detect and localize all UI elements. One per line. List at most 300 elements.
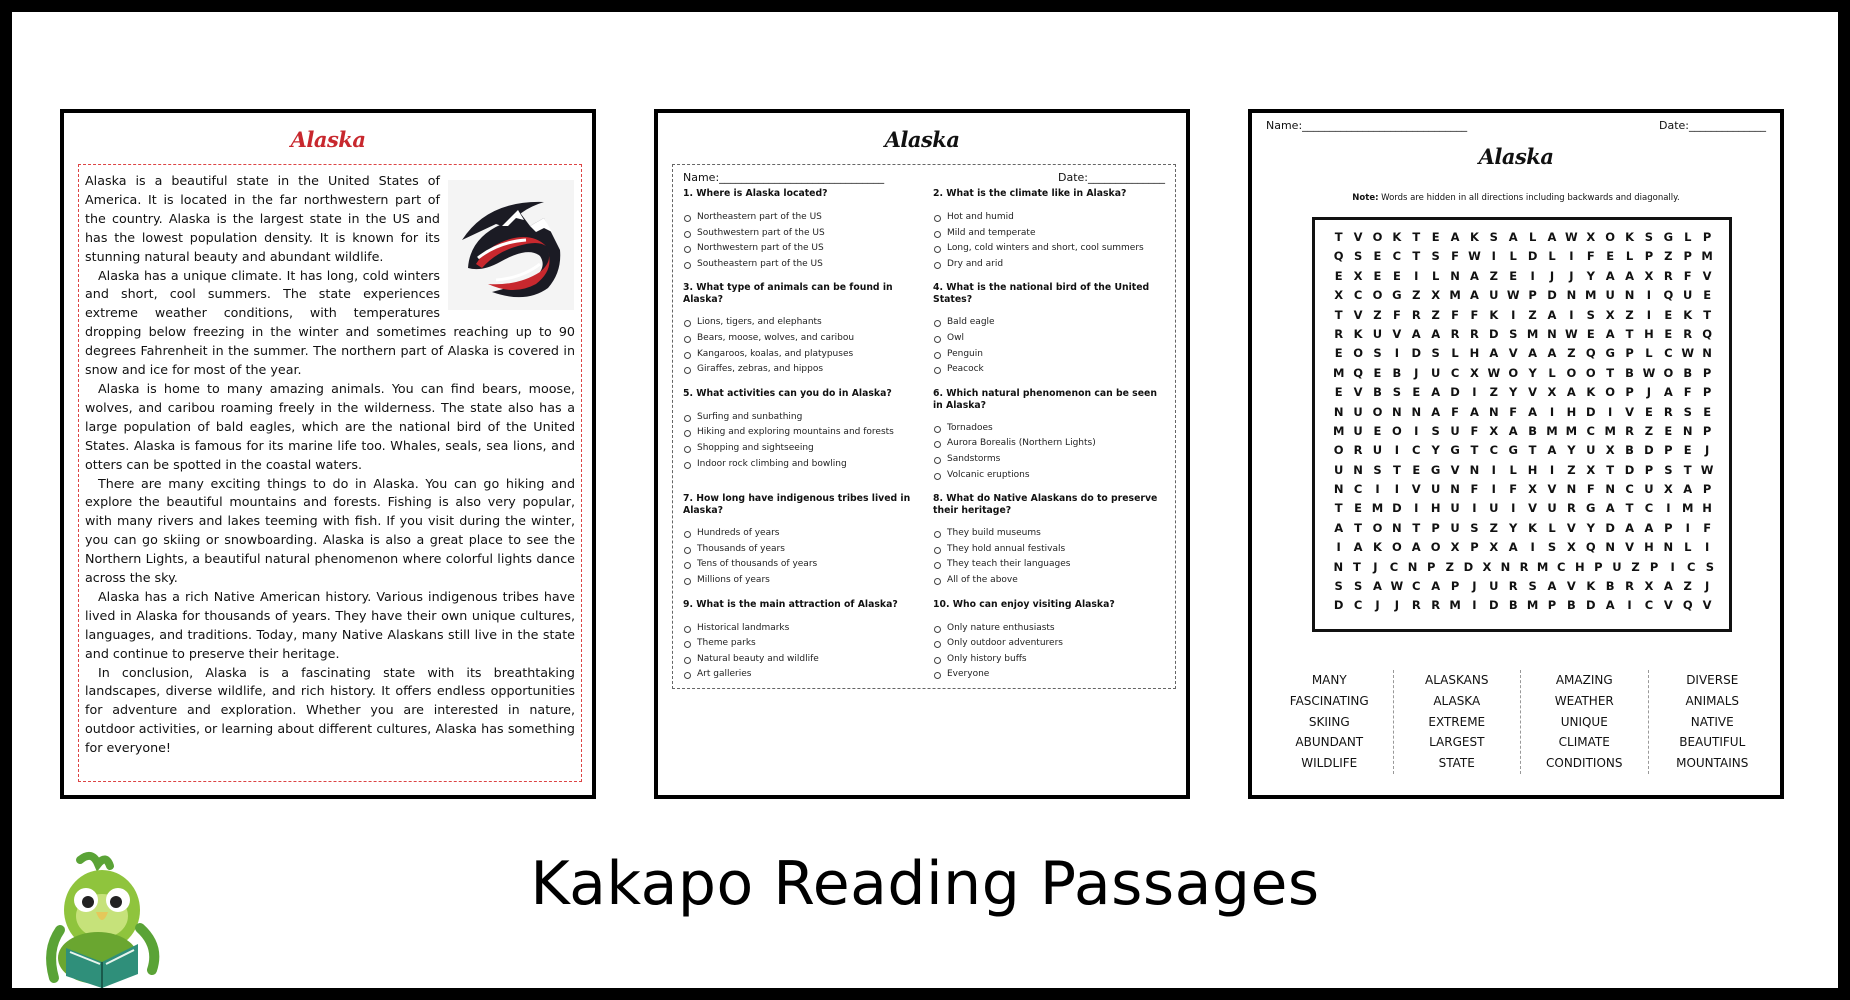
date-field: Date:______________ [1659,119,1766,132]
wordsearch-note: Note: Words are hidden in all directions including backwards and diagonally. [1352,193,1680,203]
answer-option[interactable]: Giraffes, zebras, and hippos [683,362,915,378]
grid-letter: U [1353,423,1363,438]
grid-letter: X [1566,540,1576,555]
grid-letter: N [1566,288,1577,303]
answer-option[interactable]: Only history buffs [933,652,1165,668]
passage-paragraph: Alaska is a beautiful state in the United States of America. It is located in the far northwestern part of the country. Alaska is the largest state in the US and has the lowest population density. It is known for its stunning natural beauty and abundant wildlife. [85,173,440,264]
passage-paragraph: There are many exciting things to do in Alaska. You can go hiking and explore the beautiful mountains and forests. Fishing is also very popular, with many rivers and lakes teeming with fish. If you visit during the winter, you can go skiing or snowboarding. Alaska is also a great place to see the Northern Lights, a beautiful natural phenomenon where colorful lights dance across the sky. [85,475,575,586]
grid-letter: K [1528,520,1538,535]
answer-option[interactable]: Indoor rock climbing and bowling [683,457,915,473]
grid-letter: A [1605,501,1615,516]
grid-letter: E [1334,346,1343,361]
question-text: 2. What is the climate like in Alaska? [933,188,1127,199]
grid-letter: S [1470,520,1479,535]
grid-letter: X [1644,268,1654,283]
grid-letter: H [1566,404,1577,419]
grid-letter: U [1372,326,1383,341]
grid-letter: P [1547,598,1557,613]
grid-letter: Z [1431,307,1440,322]
grid-letter: V [1547,482,1557,497]
grid-letter: D [1586,404,1596,419]
grid-letter: X [1334,288,1344,303]
grid-letter: C [1450,365,1460,380]
grid-row [1329,286,1719,305]
grid-letter: M [1332,423,1345,438]
grid-letter: R [1353,443,1363,458]
answer-option[interactable]: Art galleries [683,667,915,683]
grid-letter: M [1682,501,1694,516]
grid-letter: A [1469,288,1479,303]
date-field: Date:______________ [1058,171,1165,184]
grid-letter: B [1625,365,1634,380]
grid-letter: I [1511,307,1516,322]
letter-grid [1312,217,1732,632]
grid-letter: A [1605,268,1615,283]
word-bank-word: DIVERSE [1686,673,1739,687]
grid-letter: O [1372,520,1383,535]
grid-row [1329,364,1719,383]
question-text: 4. What is the national bird of the United States? [933,282,1150,306]
grid-letter: K [1625,230,1635,244]
grid-letter: C [1353,598,1363,613]
grid-row [1329,596,1719,615]
grid-letter: U [1489,501,1499,516]
grid-letter: H [1644,326,1654,341]
grid-letter: O [1605,385,1616,400]
grid-letter: E [1373,365,1382,380]
grid-letter: A [1450,230,1460,244]
grid-letter: H [1430,501,1441,516]
answer-option[interactable]: Millions of years [683,573,915,589]
grid-letter: J [1704,443,1710,458]
grid-letter: S [1489,230,1498,244]
grid-letter: M [1526,326,1539,341]
grid-letter: G [1586,501,1596,516]
grid-letter: A [1431,579,1441,594]
grid-letter: L [1528,230,1537,244]
grid-letter: C [1389,559,1399,574]
grid-letter: T [1528,443,1537,458]
grid-letter: T [1412,230,1421,244]
grid-letter: X [1644,579,1654,594]
grid-row [1329,461,1719,480]
answer-option[interactable]: Southeastern part of the US [683,257,915,273]
grid-letter: Z [1528,307,1537,322]
answer-option[interactable]: Thousands of years [683,542,915,558]
grid-letter: A [1625,520,1634,535]
answer-option[interactable]: Shopping and sightseeing [683,441,915,457]
grid-letter: N [1392,404,1402,419]
grid-letter: X [1586,462,1596,477]
answer-option[interactable]: Northeastern part of the US [683,210,915,226]
grid-letter: N [1333,404,1344,419]
grid-letter: Y [1431,443,1440,458]
grid-letter: Y [1586,520,1595,535]
grid-row [1329,538,1719,557]
word-bank-column [1521,670,1649,774]
grid-letter: U [1683,288,1693,303]
grid-letter: R [1411,307,1421,322]
grid-letter: E [1354,501,1363,516]
grid-letter: D [1527,249,1538,264]
grid-letter: Z [1631,559,1640,574]
grid-letter: F [1451,404,1459,419]
grid-letter: V [1625,540,1634,555]
grid-letter: H [1574,559,1585,574]
grid-letter: A [1411,540,1421,555]
grid-letter: N [1605,540,1615,555]
grid-letter: A [1353,540,1363,555]
grid-letter: I [1414,501,1419,516]
answer-option[interactable]: Hundreds of years [683,526,915,542]
grid-letter: N [1407,559,1418,574]
answer-option[interactable]: Long, cold winters and short, cool summers [933,241,1165,257]
grid-letter: V [1450,462,1460,477]
grid-letter: S [1431,249,1440,264]
canvas [12,12,1838,988]
grid-letter: U [1605,288,1615,303]
grid-letter: I [1666,501,1671,516]
grid-letter: O [1391,540,1402,555]
grid-letter: B [1508,598,1518,613]
answer-option[interactable]: Bald eagle [933,315,1165,331]
grid-letter: M [1565,423,1578,438]
grid-letter: C [1664,346,1673,361]
word-bank-column [1649,670,1777,774]
grid-letter: D [1463,559,1474,574]
grid-letter: L [1548,520,1556,535]
grid-letter: C [1625,482,1634,497]
grid-letter: V [1702,598,1712,613]
answer-option[interactable]: Northwestern part of the US [683,241,915,257]
grid-letter: Z [1489,520,1498,535]
grid-letter: H [1644,540,1654,555]
grid-letter: A [1469,268,1479,283]
grid-letter: N [1500,559,1511,574]
answer-option[interactable]: Hiking and exploring mountains and forests [683,425,915,441]
grid-letter: A [1683,482,1693,497]
grid-letter: P [1702,230,1712,244]
grid-letter: U [1489,288,1499,303]
name-date-row [1266,119,1766,132]
answer-option[interactable]: They build museums [933,526,1165,542]
grid-letter: A [1431,326,1441,341]
grid-letter: Y [1528,365,1537,380]
grid-letter: F [1470,423,1479,438]
grid-letter: P [1625,346,1634,361]
grid-letter: V [1353,230,1363,244]
word-bank-word: EXTREME [1428,714,1486,729]
answer-option[interactable]: Mild and temperate [933,226,1165,242]
grid-letter: N [1547,326,1557,341]
grid-letter: I [1336,540,1341,555]
grid-letter: O [1372,288,1383,303]
grid-letter: W [1487,365,1501,380]
answer-option[interactable]: Lions, tigers, and elephants [683,315,915,331]
grid-letter: R [1625,579,1634,594]
answer-option[interactable]: Historical landmarks [683,621,915,637]
grid-letter: Z [1412,288,1421,303]
grid-letter: L [1684,540,1692,555]
answer-option[interactable]: Tens of thousands of years [683,557,915,573]
grid-letter: Z [1373,307,1382,322]
grid-letter: X [1663,482,1673,497]
grid-letter: B [1625,443,1634,458]
grid-letter: E [1412,385,1421,400]
grid-letter: U [1450,520,1460,535]
grid-row [1329,441,1719,460]
grid-letter: J [1373,559,1378,574]
passage-title: Alaska [290,127,366,152]
grid-letter: L [1451,346,1459,361]
grid-letter: N [1450,268,1460,283]
grid-letter: R [1508,579,1518,594]
grid-letter: R [1625,423,1634,438]
word-bank-word: LARGEST [1429,735,1485,750]
grid-letter: A [1431,404,1441,419]
grid-letter: C [1392,249,1402,264]
grid-letter: R [1683,326,1693,341]
grid-letter: D [1489,326,1499,341]
grid-letter: C [1412,579,1421,594]
grid-letter: X [1547,385,1557,400]
grid-letter: S [1644,230,1654,244]
grid-letter: M [1546,423,1558,438]
answer-option[interactable]: Peacock [933,362,1165,378]
grid-letter: E [1373,249,1382,264]
grid-letter: I [1491,462,1496,477]
answer-option[interactable]: Natural beauty and wildlife [683,652,915,668]
grid-letter: I [1472,385,1477,400]
grid-letter: I [1511,501,1516,516]
grid-letter: A [1528,346,1538,361]
grid-letter: P [1683,249,1692,264]
answer-option[interactable]: Penguin [933,347,1165,363]
grid-letter: S [1586,307,1595,322]
grid-letter: J [1646,385,1652,400]
answer-option[interactable]: They teach their languages [933,557,1165,573]
grid-letter: F [1451,249,1459,264]
grid-letter: I [1549,462,1555,477]
grid-letter: R [1470,326,1479,341]
grid-letter: Q [1682,598,1693,613]
grid-letter: C [1353,288,1363,303]
word-bank-word: ALASKA [1433,693,1481,708]
answer-option[interactable]: Bears, moose, wolves, and caribou [683,331,915,347]
question [933,188,1165,272]
grid-letter: O [1353,346,1363,361]
grid-letter: Q [1353,365,1363,380]
grid-letter: V [1663,598,1673,613]
grid-letter: X [1586,230,1596,244]
grid-letter: K [1469,230,1479,244]
grid-letter: E [1334,385,1343,400]
word-bank-word: UNIQUE [1560,714,1608,729]
answer-option[interactable]: Only nature enthusiasts [933,621,1165,637]
quiz-sheet [654,109,1190,799]
answer-option[interactable]: Everyone [933,667,1165,683]
grid-letter: P [1450,579,1460,594]
grid-letter: O [1585,365,1596,380]
grid-letter: U [1430,365,1441,380]
answer-option[interactable]: Only outdoor adventurers [933,636,1165,652]
grid-letter: J [1414,365,1419,380]
question-text: 5. What activities can you do in Alaska? [683,387,892,399]
question [683,599,915,683]
grid-letter: E [1664,307,1673,322]
grid-letter: Z [1683,579,1692,594]
answer-option[interactable]: Tornadoes [933,421,1165,437]
grid-letter: P [1664,443,1673,458]
grid-letter: S [1353,249,1363,264]
word-bank-word: FASCINATING [1289,693,1369,708]
grid-letter: F [1392,307,1401,322]
grid-letter: Q [1585,540,1596,555]
grid-letter: N [1702,346,1712,361]
answer-option[interactable]: Aurora Borealis (Northern Lights) [933,436,1165,452]
grid-letter: P [1594,559,1603,574]
grid-letter: E [1664,326,1673,341]
grid-letter: D [1605,520,1615,535]
grid-row [1329,403,1719,422]
grid-letter: S [1334,579,1343,594]
grid-letter: N [1333,559,1344,574]
grid-letter: G [1450,443,1460,458]
grid-letter: N [1450,482,1460,497]
grid-letter: T [1354,520,1363,535]
word-bank-word: NATIVE [1690,714,1734,729]
grid-letter: C [1353,482,1363,497]
grid-letter: P [1625,385,1634,400]
grid-letter: B [1683,365,1693,380]
grid-letter: I [1704,540,1710,555]
grid-letter: F [1509,404,1518,419]
grid-letter: P [1702,423,1712,438]
grid-letter: U [1489,579,1499,594]
grid-letter: K [1373,540,1382,555]
grid-letter: G [1430,462,1441,477]
grid-row [1329,519,1719,538]
grid-letter: G [1508,443,1518,458]
answer-option[interactable]: Surfing and sunbathing [683,410,915,426]
grid-letter: X [1528,482,1538,497]
grid-letter: I [1491,249,1496,264]
grid-letter: U [1372,443,1383,458]
grid-letter: E [1703,404,1712,419]
grid-letter: P [1644,249,1654,264]
grid-letter: I [1646,288,1652,303]
grid-letter: L [1509,462,1517,477]
grid-letter: I [1375,482,1380,497]
grid-letter: O [1372,230,1383,244]
passage-paragraph: In conclusion, Alaska is a fascinating state with its breathtaking landscapes, diverse wildlife, and rich history. It offers endless opportunities for adventure and exploration. Whether you are interested in nature, outdoor activities, or learning about different cultures, Alaska has something for everyone! [85,664,575,756]
word-bank-word: ALASKANS [1425,673,1489,687]
question [683,388,915,483]
word-bank-word: WILDLIFE [1301,756,1358,771]
grid-letter: A [1469,404,1479,419]
grid-letter: M [1604,423,1616,438]
grid-letter: E [1373,268,1382,283]
grid-letter: I [1569,307,1574,322]
name-date-row [683,171,1165,184]
grid-letter: B [1373,385,1382,400]
grid-letter: W [1565,230,1578,244]
grid-letter: E [1392,268,1401,283]
grid-row [1329,558,1719,577]
word-bank-word: AMAZING [1555,673,1613,687]
grid-letter: Z [1445,559,1454,574]
grid-letter: Q [1702,326,1712,341]
answer-option[interactable]: Hot and humid [933,210,1165,226]
word-bank-word: BEAUTIFUL [1679,735,1746,750]
grid-letter: O [1508,365,1519,380]
passage-text [78,164,582,782]
answer-option[interactable]: Theme parks [683,636,915,652]
grid-letter: N [1392,520,1402,535]
grid-letter: P [1528,288,1537,303]
grid-letter: I [1530,540,1535,555]
grid-letter: A [1566,385,1576,400]
grid-row [1329,422,1719,441]
answer-option[interactable]: Sandstorms [933,452,1165,468]
wordsearch-title: Alaska [1478,144,1554,169]
grid-letter: I [1608,404,1613,419]
grid-letter: V [1353,307,1363,322]
grid-letter: V [1508,346,1518,361]
grid-letter: N [1411,404,1422,419]
grid-letter: T [1412,249,1421,264]
grid-letter: Z [1567,346,1576,361]
answer-option[interactable]: Southwestern part of the US [683,226,915,242]
grid-letter: U [1450,501,1460,516]
grid-letter: N [1682,423,1693,438]
grid-letter: J [1394,598,1399,613]
grid-letter: E [1683,443,1692,458]
grid-letter: E [1703,288,1712,303]
answer-option[interactable]: They hold annual festivals [933,542,1165,558]
grid-letter: H [1702,501,1712,516]
grid-letter: X [1450,540,1460,555]
answer-option[interactable]: Owl [933,331,1165,347]
grid-letter: U [1430,482,1441,497]
grid-letter: M [1585,288,1597,303]
grid-letter: I [1414,423,1419,438]
grid-letter: A [1547,346,1557,361]
grid-letter: K [1683,307,1693,322]
question-text: 6. Which natural phenomenon can be seen in Alaska? [933,387,1157,411]
answer-option[interactable]: Dry and arid [933,257,1165,273]
question [933,282,1165,377]
question-text: 8. What do Native Alaskans do to preserve their heritage? [933,493,1158,517]
grid-letter: F [1683,385,1692,400]
answer-option[interactable]: Kangaroos, koalas, and platypuses [683,347,915,363]
grid-letter: R [1566,501,1576,516]
grid-letter: P [1649,559,1659,574]
grid-letter: V [1702,268,1712,283]
grid-row [1329,344,1719,363]
grid-letter: T [1334,501,1343,516]
answer-option[interactable]: Volcanic eruptions [933,468,1165,484]
grid-letter: C [1644,501,1654,516]
grid-letter: W [1468,249,1481,264]
grid-letter: P [1470,540,1479,555]
question [683,188,915,272]
grid-letter: R [1663,268,1673,283]
grid-letter: W [1700,462,1714,477]
grid-letter: I [1530,268,1535,283]
answer-option[interactable]: All of the above [933,573,1165,589]
passage-sheet [60,109,596,799]
